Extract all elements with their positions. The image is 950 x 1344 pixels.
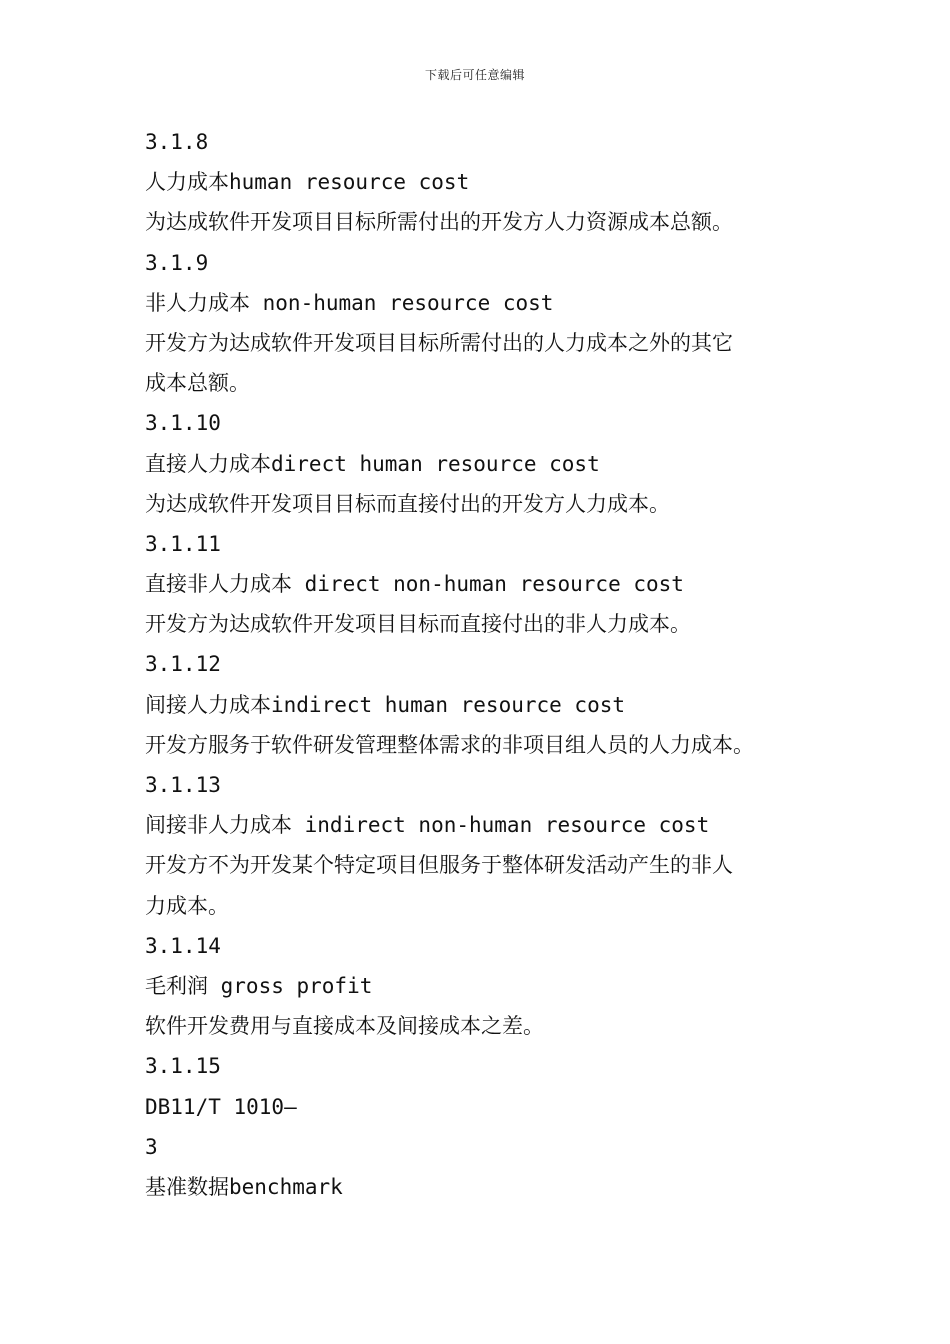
section-number: 3.1.15 bbox=[145, 1054, 221, 1079]
term-definition-continued: 力成本。 bbox=[145, 893, 229, 918]
term-definition: 软件开发费用与直接成本及间接成本之差。 bbox=[145, 1014, 544, 1039]
term-title: 基准数据benchmark bbox=[145, 1174, 343, 1199]
term-title: 毛利润 gross profit bbox=[145, 973, 373, 998]
section-number: 3.1.12 bbox=[145, 652, 221, 677]
term-definition-continued: 成本总额。 bbox=[145, 371, 250, 396]
standard-code: DB11/T 1010— bbox=[145, 1094, 297, 1119]
section-number: 3.1.14 bbox=[145, 933, 221, 958]
term-definition: 开发方为达成软件开发项目目标而直接付出的非人力成本。 bbox=[145, 612, 691, 637]
term-title: 间接人力成本indirect human resource cost bbox=[145, 692, 626, 717]
term-definition: 开发方为达成软件开发项目目标所需付出的人力成本之外的其它 bbox=[145, 330, 733, 355]
term-title: 间接非人力成本 indirect non-human resource cost bbox=[145, 813, 710, 838]
term-title: 直接非人力成本 direct non-human resource cost bbox=[145, 572, 684, 597]
term-definition: 开发方服务于软件研发管理整体需求的非项目组人员的人力成本。 bbox=[145, 732, 754, 757]
section-number: 3.1.10 bbox=[145, 411, 221, 436]
page-number: 3 bbox=[145, 1134, 158, 1159]
section-number: 3.1.9 bbox=[145, 250, 209, 275]
page-header-note: 下载后可任意编辑 bbox=[424, 68, 525, 82]
term-title: 人力成本human resource cost bbox=[145, 170, 470, 195]
term-definition: 开发方不为开发某个特定项目但服务于整体研发活动产生的非人 bbox=[145, 853, 733, 878]
term-title: 非人力成本 non-human resource cost bbox=[145, 290, 554, 315]
term-definition: 为达成软件开发项目目标而直接付出的开发方人力成本。 bbox=[145, 491, 670, 516]
document-body bbox=[145, 122, 825, 1207]
section-number: 3.1.8 bbox=[145, 130, 209, 154]
section-number: 3.1.11 bbox=[145, 531, 221, 556]
section-number: 3.1.13 bbox=[145, 773, 221, 797]
term-title: 直接人力成本direct human resource cost bbox=[145, 451, 600, 476]
term-definition: 为达成软件开发项目目标所需付出的开发方人力资源成本总额。 bbox=[145, 210, 733, 235]
